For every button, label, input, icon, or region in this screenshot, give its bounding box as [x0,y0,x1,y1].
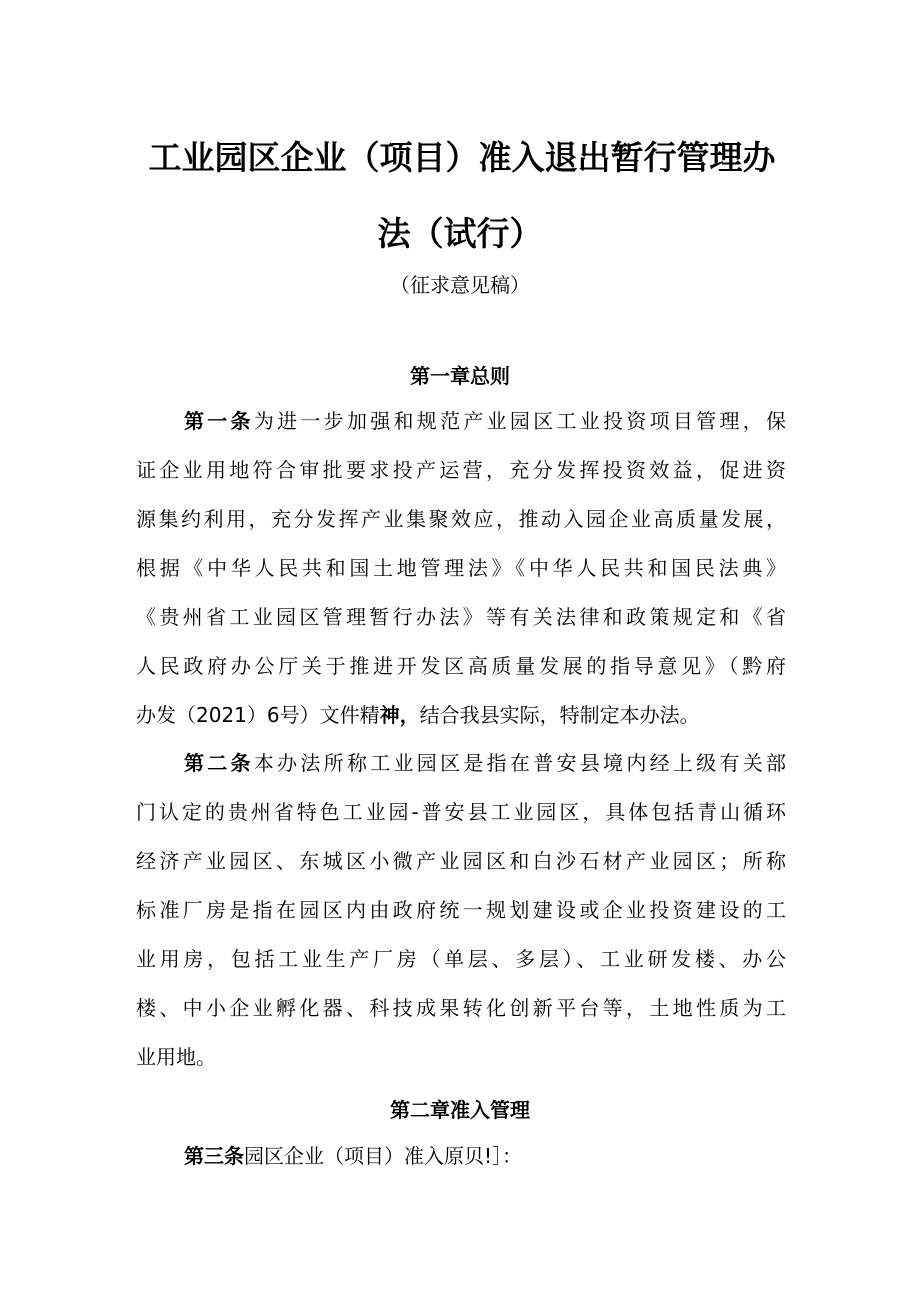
article-3-heading: 第三条 [184,1144,244,1168]
article-1-heading: 第一条 [184,409,254,433]
article-1-last-part-2: 结合我县实际，特制定本办法。 [419,703,700,727]
article-1-line-7 [136,701,786,729]
article-2-line-7: 业用地。 [136,1045,216,1069]
article-2-line-2: 门认定的贵州省特色工业园-普安县工业园区，具体包括青山循环 [136,800,786,824]
article-1-last-part-1: 办发（2021）6号）文件精 [136,703,380,727]
article-2-line-6: 楼、中小企业孵化器、科技成果转化创新平台等，土地性质为工 [136,996,786,1020]
document-title-line-1: 工业园区企业（项目）准入退出暂行管理办 [148,138,776,177]
article-2-line-1 [184,749,786,777]
document-subtitle: （征求意见稿） [390,273,530,297]
article-1-line-3: 源集约利用，充分发挥产业集聚效应，推动入园企业高质量发展， [136,507,786,531]
article-2-heading: 第二条 [184,751,254,775]
article-3-text: 园区企业（项目）准入原贝!］： [244,1144,523,1168]
chapter-heading-1: 第一章总则 [410,364,510,388]
article-2-line-3: 经济产业园区、东城区小微产业园区和白沙石材产业园区；所称 [136,849,786,873]
document-title-line-2: 法（试行） [377,214,543,253]
article-1-line-1 [184,407,786,435]
article-1-line-6: 人民政府办公厅关于推进开发区高质量发展的指导意见》（黔府 [136,654,786,678]
article-3-line-1 [184,1142,786,1170]
chapter-heading-2: 第二章准入管理 [390,1098,530,1122]
article-1-last-bold: 神， [379,703,420,727]
article-2-line-4: 标准厂房是指在园区内由政府统一规划建设或企业投资建设的工 [136,898,786,922]
article-1-line-4: 根据《中华人民共和国土地管理法》《中华人民共和国民法典》 [136,556,786,580]
article-1-line-2: 证企业用地符合审批要求投产运营，充分发挥投资效益，促进资 [136,458,786,482]
article-1-text: 为进一步加强和规范产业园区工业投资项目管理，保 [253,409,787,433]
article-2-text: 本办法所称工业园区是指在普安县境内经上级有关部 [253,751,787,775]
article-2-line-5: 业用房，包括工业生产厂房（单层、多层）、工业研发楼、办公 [136,947,786,971]
article-1-line-5: 《贵州省工业园区管理暂行办法》等有关法律和政策规定和《省 [136,605,786,629]
